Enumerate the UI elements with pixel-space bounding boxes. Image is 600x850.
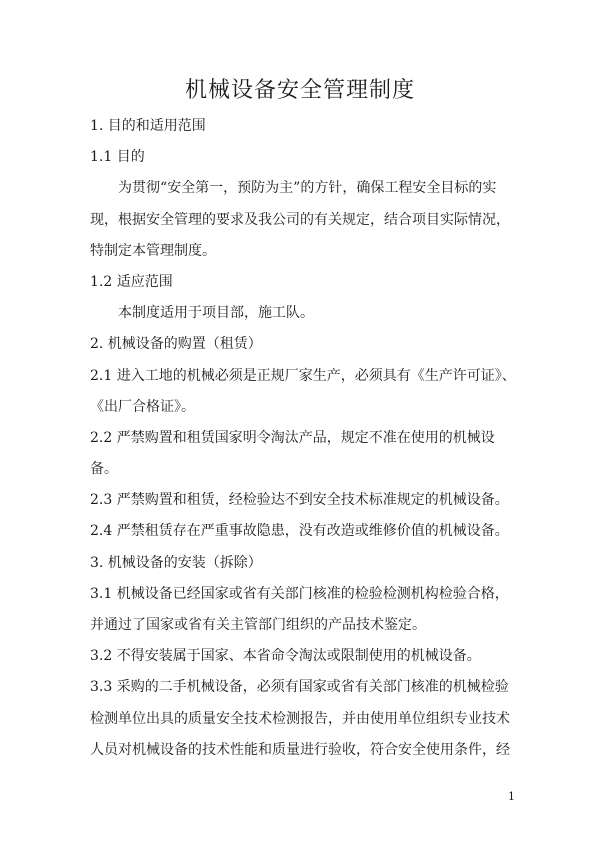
paragraph-line: 本制度适用于项目部，施工队。 bbox=[118, 305, 314, 321]
paragraph-line: 检测单位出具的质量安全技术检测报告，并由使用单位组织专业技术 bbox=[90, 711, 510, 727]
clause-2-1: 2.1 进入工地的机械必须是正规厂家生产，必须具有《生产许可证》、 bbox=[90, 368, 516, 384]
subsection-heading-1-1: 1.1 目的 bbox=[90, 149, 145, 165]
clause-3-3: 3.3 采购的二手机械设备，必须有国家或省有关部门核准的机械检验 bbox=[90, 679, 509, 695]
paragraph-line: 《出厂合格证》。 bbox=[90, 399, 195, 415]
subsection-heading-1-2: 1.2 适应范围 bbox=[90, 274, 173, 290]
section-heading-3: 3. 机械设备的安装（拆除） bbox=[90, 555, 262, 571]
section-heading-2: 2. 机械设备的购置（租赁） bbox=[90, 336, 262, 352]
page-number: 1 bbox=[508, 790, 515, 803]
clause-3-1: 3.1 机械设备已经国家或省有关部门核准的检验检测机构检验合格， bbox=[90, 586, 509, 602]
clause-2-3: 2.3 严禁购置和租赁，经检验达不到安全技术标准规定的机械设备。 bbox=[90, 492, 509, 508]
clause-2-2: 2.2 严禁购置和租赁国家明令淘汰产品，规定不准在使用的机械设 bbox=[90, 430, 495, 446]
document-title: 机械设备安全管理制度 bbox=[184, 78, 415, 103]
clause-3-2: 3.2 不得安装属于国家、本省命令淘汰或限制使用的机械设备。 bbox=[90, 648, 481, 664]
paragraph-line: 备。 bbox=[90, 461, 118, 477]
section-heading-1: 1. 目的和适用范围 bbox=[90, 118, 206, 134]
paragraph-line: 特制定本管理制度。 bbox=[90, 243, 216, 259]
paragraph-line: 并通过了国家或省有关主管部门组织的产品技术鉴定。 bbox=[90, 617, 426, 633]
paragraph-line: 现，根据安全管理的要求及我公司的有关规定，结合项目实际情况， bbox=[90, 212, 510, 228]
paragraph-line: 为贯彻“安全第一，预防为主”的方针，确保工程安全目标的实 bbox=[118, 180, 497, 196]
paragraph-line: 人员对机械设备的技术性能和质量进行验收，符合安全使用条件，经 bbox=[90, 742, 510, 758]
clause-2-4: 2.4 严禁租赁存在严重事故隐患，没有改造或维修价值的机械设备。 bbox=[90, 523, 509, 539]
